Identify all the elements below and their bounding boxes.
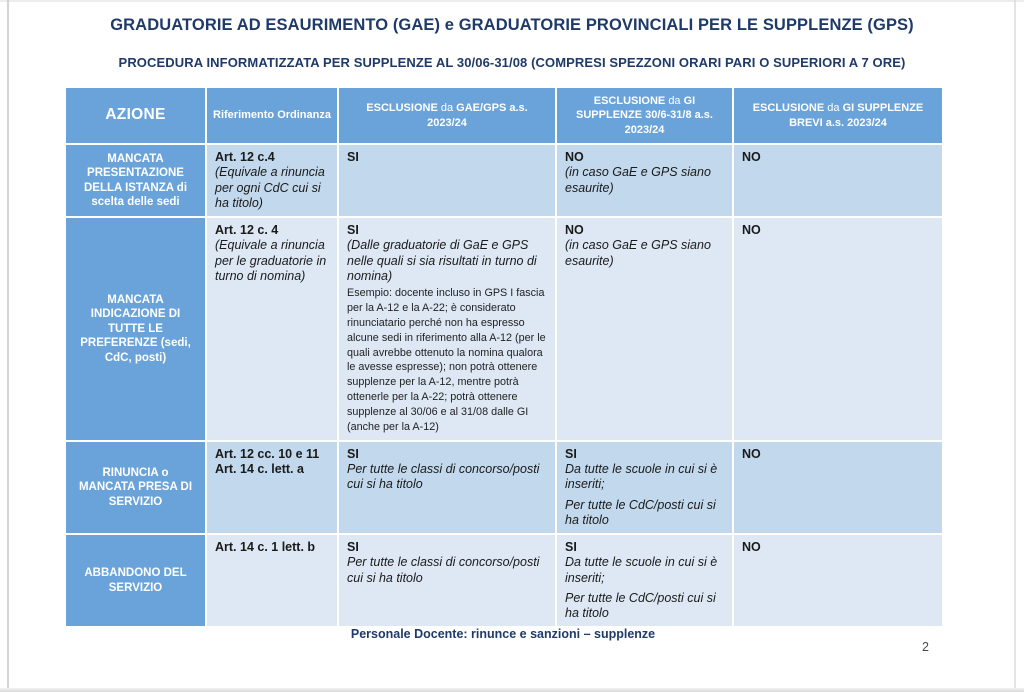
cell-esclusione-brevi [733, 144, 943, 217]
table-header-row [65, 87, 943, 144]
footer-caption: Personale Docente: rinunce e sanzioni – supplenze [350, 627, 656, 641]
header-esclusione-gae-gps [338, 87, 556, 144]
article-reference: Art. 12 c.4 [215, 150, 275, 164]
verdict: SI [565, 446, 577, 461]
header-text-regular: da [440, 102, 454, 115]
header-text-bold: ESCLUSIONE [366, 102, 438, 115]
verdict: SI [347, 446, 359, 461]
cell-esclusione-brevi [733, 534, 943, 627]
cell-esclusione-gae [338, 217, 556, 441]
cell-esclusione-brevi [733, 441, 943, 534]
article-reference: Art. 14 c. 1 lett. b [215, 540, 316, 555]
verdict-example: Esempio: docente incluso in GPS I fascia per la A-12 e la A-22; è considerato rinunciatario perché non ha espresso alcune sedi in riferimento alla A-12 (per le quali avrebbe ottenuto la nomina qualora le avesse espresse); non potrà ottenere supplenze per la A-12, mentre potrà ottenerle per la A-22; potrà ottenere supplenze al 30/06 e al 31/08 dalle GI (anche per la A-12) [347, 287, 546, 434]
article-reference-2: Art. 14 c. lett. a [215, 462, 304, 477]
verdict-note: (in caso GaE e GPS siano esaurite) [565, 238, 711, 268]
header-text-regular: da [827, 102, 840, 115]
cell-azione: RINUNCIA o MANCATA PRESA DI SERVIZIO [65, 441, 206, 534]
cell-azione: MANCATA PRESENTAZIONE DELLA ISTANZA di scelta delle sedi [65, 144, 206, 217]
verdict-note: (Dalle graduatorie di GaE e GPS nelle quali si sia risultati in turno di nomina) [347, 238, 537, 283]
verdict-note: Per tutte le classi di concorso/posti cui si ha titolo [347, 555, 540, 585]
verdict: NO [742, 446, 761, 461]
header-esclusione-gi-supplenze [556, 87, 733, 144]
verdict: SI [347, 223, 359, 237]
cell-riferimento [206, 217, 338, 441]
article-reference: Art. 12 cc. 10 e 11 [215, 446, 320, 461]
table-row-rinuncia-mancata-presa [65, 441, 943, 534]
verdict: SI [347, 150, 359, 164]
verdict-note: Da tutte le scuole in cui si è inseriti; [565, 555, 718, 585]
verdict: NO [742, 223, 761, 237]
header-azione: AZIONE [65, 87, 206, 144]
verdict: SI [347, 540, 359, 555]
exclusions-table [64, 86, 944, 628]
verdict-note-2: Per tutte le CdC/posti cui si ha titolo [565, 590, 716, 621]
cell-riferimento [206, 441, 338, 534]
header-esclusione-gi-brevi [733, 87, 943, 144]
page-number: 2 [922, 640, 929, 654]
cell-esclusione-gi [556, 534, 733, 627]
verdict: NO [565, 150, 584, 164]
page-subtitle: PROCEDURA INFORMATIZZATA PER SUPPLENZE AL 30/06-31/08 (COMPRESI SPEZZONI ORARI PARI O SUPERIORI A 7 ORE) [118, 55, 906, 70]
cell-esclusione-gi [556, 441, 733, 534]
page-title: GRADUATORIE AD ESAURIMENTO (GAE) e GRADUATORIE PROVINCIALI PER LE SUPPLENZE (GPS) [110, 16, 914, 34]
cell-esclusione-gae [338, 144, 556, 217]
cell-esclusione-gae [338, 441, 556, 534]
table-row-mancata-indicazione [65, 217, 943, 441]
photo-edge-top [0, 0, 1024, 2]
header-text-bold: ESCLUSIONE [752, 102, 825, 115]
table-row-mancata-presentazione [65, 144, 943, 217]
cell-azione: ABBANDONO DEL SERVIZIO [65, 534, 206, 627]
header-text-bold: GAE/GPS a.s. 2023/24 [427, 102, 528, 129]
cell-esclusione-gi [556, 217, 733, 441]
cell-esclusione-gi [556, 144, 733, 217]
header-riferimento-ordinanza: Riferimento Ordinanza [206, 87, 338, 144]
cell-riferimento [206, 534, 338, 627]
cell-esclusione-brevi [733, 217, 943, 441]
header-text-bold: ESCLUSIONE [593, 95, 666, 108]
article-note: (Equivale a rinuncia per ogni CdC cui si ha titolo) [215, 165, 325, 210]
verdict-note: Da tutte le scuole in cui si è inseriti; [565, 462, 718, 492]
header-text-bold: GI SUPPLENZE BREVI a.s. 2023/24 [789, 102, 924, 129]
cell-azione: MANCATA INDICAZIONE DI TUTTE LE PREFERENZE (sedi, CdC, posti) [65, 217, 206, 441]
cell-esclusione-gae [338, 534, 556, 627]
cell-riferimento [206, 144, 338, 217]
verdict: NO [565, 223, 584, 237]
photo-edge-right [1014, 0, 1016, 692]
table-row-abbandono-servizio [65, 534, 943, 627]
article-reference: Art. 12 c. 4 [215, 223, 279, 237]
verdict: SI [565, 540, 577, 555]
header-text-regular: da [668, 95, 681, 108]
verdict: NO [742, 150, 761, 164]
photo-edge-bottom [0, 688, 1024, 692]
verdict: NO [742, 540, 761, 555]
verdict-note: (in caso GaE e GPS siano esaurite) [565, 165, 711, 195]
verdict-note-2: Per tutte le CdC/posti cui si ha titolo [565, 497, 716, 527]
article-note: (Equivale a rinuncia per le graduatorie in turno di nomina) [215, 238, 327, 283]
header-text-bold: GI SUPPLENZE 30/6-31/8 a.s. 2023/24 [576, 95, 713, 136]
photo-edge-left [7, 0, 9, 692]
verdict-note: Per tutte le classi di concorso/posti cui si ha titolo [347, 462, 540, 492]
